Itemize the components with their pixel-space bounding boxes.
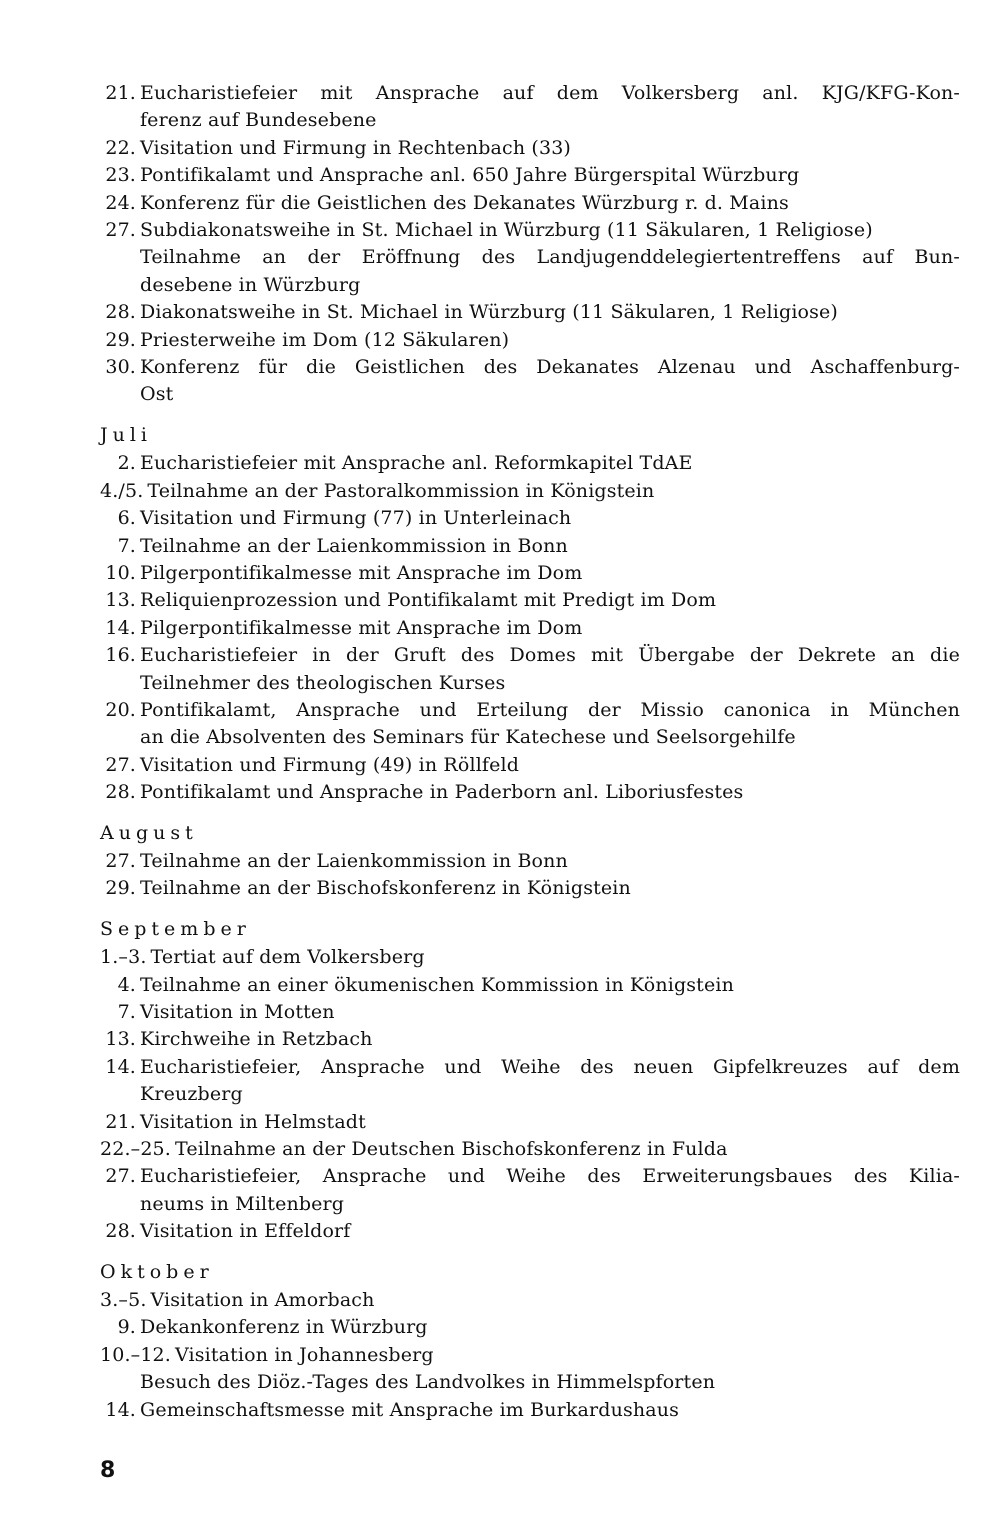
entry-line: Visitation in Motten bbox=[140, 1001, 335, 1023]
entry-text bbox=[147, 478, 960, 505]
entry-date: 29. bbox=[105, 877, 136, 900]
entry-date: 30. bbox=[105, 356, 136, 379]
entry-line: Ost bbox=[140, 383, 174, 406]
month-section bbox=[100, 820, 960, 903]
entry-line: Eucharistiefeier, Ansprache und Weihe des neuen Gipfelkreuzes auf dem bbox=[140, 1055, 960, 1078]
list-item bbox=[100, 1369, 960, 1396]
list-item bbox=[100, 1163, 960, 1218]
entry-date: 21. bbox=[105, 82, 136, 104]
entry-date: 10.–12. bbox=[100, 1343, 171, 1366]
entry-date: 14. bbox=[105, 1055, 136, 1078]
entry-line: Visitation und Firmung (77) in Unterleinach bbox=[140, 507, 572, 530]
entry-line: Visitation in Johannesberg bbox=[174, 1343, 434, 1366]
entry-line: Priesterweihe im Dom (12 Säkularen) bbox=[140, 328, 510, 351]
entry-line: Pilgerpontifikalmesse mit Ansprache im Dom bbox=[140, 561, 583, 584]
entry-line: Pontifikalamt und Ansprache in Paderborn anl. Liboriusfestes bbox=[140, 781, 744, 804]
entry-date: 2. bbox=[117, 452, 136, 475]
entry-line: Teilnahme an der Bischofskonferenz in Königstein bbox=[140, 877, 631, 900]
list-item bbox=[100, 944, 960, 971]
list-item bbox=[100, 80, 960, 135]
entry-date: 13. bbox=[105, 1028, 136, 1051]
entry-text bbox=[140, 162, 960, 189]
entry-line: Reliquienprozession und Pontifikalamt mit Predigt im Dom bbox=[140, 589, 717, 612]
entry-line: Teilnahme an der Pastoralkommission in Königstein bbox=[147, 479, 655, 502]
entry-text bbox=[140, 450, 960, 477]
entry-line: Teilnahme an der Deutschen Bischofskonferenz in Fulda bbox=[174, 1138, 728, 1161]
month-section bbox=[100, 916, 960, 1246]
list-item bbox=[100, 875, 960, 902]
entry-date: 16. bbox=[105, 644, 136, 667]
list-item bbox=[100, 533, 960, 560]
entry-text bbox=[151, 944, 960, 971]
entry-text bbox=[140, 217, 960, 299]
entry-date: 13. bbox=[105, 589, 136, 612]
list-item bbox=[100, 848, 960, 875]
month-heading: September bbox=[100, 917, 251, 940]
entry-text bbox=[140, 505, 960, 532]
list-item bbox=[100, 1218, 960, 1245]
list-item bbox=[100, 478, 960, 505]
entry-text bbox=[140, 1163, 960, 1218]
entry-date: 7. bbox=[117, 534, 136, 557]
entry-line: Teilnahme an der Eröffnung des Landjugenddelegiertentreffens auf Bun- bbox=[140, 246, 960, 269]
entry-date: 28. bbox=[105, 781, 136, 804]
list-item bbox=[100, 642, 960, 697]
entry-date: 10. bbox=[105, 561, 136, 584]
entry-text bbox=[140, 587, 960, 614]
entry-text bbox=[140, 642, 960, 697]
entry-line: Visitation und Firmung in Rechtenbach (33) bbox=[140, 136, 571, 159]
list-item bbox=[100, 999, 960, 1026]
entry-date: 24. bbox=[105, 191, 136, 214]
entry-date: 20. bbox=[105, 698, 136, 721]
entry-date: 27. bbox=[105, 1165, 136, 1188]
entry-text bbox=[140, 697, 960, 752]
entry-text bbox=[140, 615, 960, 642]
entry-line: Pontifikalamt, Ansprache und Erteilung der Missio canonica in München bbox=[140, 698, 960, 721]
entry-line: Eucharistiefeier, Ansprache und Weihe des Erweiterungsbaues des Kilia- bbox=[140, 1165, 960, 1188]
entry-text bbox=[151, 1287, 960, 1314]
list-item bbox=[100, 1109, 960, 1136]
entry-text bbox=[140, 190, 960, 217]
entry-text bbox=[140, 875, 960, 902]
list-item bbox=[100, 1342, 960, 1369]
entry-date: 29. bbox=[105, 328, 136, 351]
entry-text bbox=[140, 1054, 960, 1109]
entry-date: 7. bbox=[117, 1001, 136, 1023]
entry-line: Besuch des Diöz.-Tages des Landvolkes in Himmelspforten bbox=[140, 1371, 716, 1394]
entry-line: Eucharistiefeier mit Ansprache auf dem Volkersberg anl. KJG/KFG-Kon- bbox=[140, 82, 960, 104]
entry-date: 27. bbox=[105, 219, 136, 242]
entry-date: 4. bbox=[117, 973, 136, 996]
entry-text bbox=[140, 299, 960, 326]
entry-line: ferenz auf Bundesebene bbox=[140, 109, 377, 132]
entry-line: Dekankonferenz in Würzburg bbox=[140, 1316, 428, 1339]
entry-line: Visitation in Helmstadt bbox=[140, 1110, 366, 1133]
list-item bbox=[100, 972, 960, 999]
entry-date: 22.–25. bbox=[100, 1138, 171, 1161]
month-heading: Juli bbox=[100, 423, 153, 446]
entry-text bbox=[140, 354, 960, 409]
entry-date: 3.–5. bbox=[100, 1289, 147, 1312]
list-item bbox=[100, 1314, 960, 1341]
entry-date: 28. bbox=[105, 1220, 136, 1243]
list-item bbox=[100, 752, 960, 779]
entry-text bbox=[140, 1369, 960, 1396]
entry-line: Subdiakonatsweihe in St. Michael in Würzburg (11 Säkularen, 1 Religiose) bbox=[140, 219, 873, 242]
entry-text bbox=[140, 848, 960, 875]
entry-text bbox=[140, 1397, 960, 1424]
list-item bbox=[100, 1026, 960, 1053]
list-item bbox=[100, 190, 960, 217]
entry-line: Pilgerpontifikalmesse mit Ansprache im Dom bbox=[140, 616, 583, 639]
list-item bbox=[100, 505, 960, 532]
entry-text bbox=[140, 135, 960, 162]
entry-line: Teilnahme an einer ökumenischen Kommission in Königstein bbox=[140, 973, 734, 996]
list-item bbox=[100, 354, 960, 409]
entry-line: Kreuzberg bbox=[140, 1083, 243, 1106]
entry-text bbox=[140, 752, 960, 779]
month-section bbox=[100, 1259, 960, 1424]
list-item bbox=[100, 615, 960, 642]
entry-text bbox=[140, 999, 960, 1026]
list-item bbox=[100, 779, 960, 806]
entry-line: Teilnahme an der Laienkommission in Bonn bbox=[140, 849, 568, 872]
entry-line: Visitation in Amorbach bbox=[150, 1289, 375, 1312]
list-item bbox=[100, 1397, 960, 1424]
entry-date: 28. bbox=[105, 301, 136, 324]
list-item bbox=[100, 1136, 960, 1163]
entry-text bbox=[140, 972, 960, 999]
entry-date: 27. bbox=[105, 849, 136, 872]
entry-line: Visitation in Effeldorf bbox=[140, 1220, 351, 1243]
entry-text bbox=[175, 1342, 960, 1369]
entry-line: Teilnahme an der Laienkommission in Bonn bbox=[140, 534, 568, 557]
entry-text bbox=[140, 1314, 960, 1341]
month-section bbox=[100, 422, 960, 807]
entry-line: Gemeinschaftsmesse mit Ansprache im Burkardushaus bbox=[140, 1398, 680, 1421]
entry-date: 14. bbox=[105, 616, 136, 639]
entry-text bbox=[140, 1109, 960, 1136]
entry-line: an die Absolventen des Seminars für Katechese und Seelsorgehilfe bbox=[140, 726, 796, 749]
entry-date: 23. bbox=[105, 164, 136, 187]
entry-date: 27. bbox=[105, 753, 136, 776]
entry-line: Tertiat auf dem Volkersberg bbox=[150, 946, 425, 969]
entry-line: Pontifikalamt und Ansprache anl. 650 Jahre Bürgerspital Würzburg bbox=[140, 164, 800, 187]
list-item bbox=[100, 450, 960, 477]
entry-text bbox=[175, 1136, 960, 1163]
month-heading: August bbox=[100, 821, 198, 844]
entry-line: Diakonatsweihe in St. Michael in Würzburg (11 Säkularen, 1 Religiose) bbox=[140, 301, 838, 324]
entry-date: 9. bbox=[117, 1316, 136, 1339]
entry-line: Konferenz für die Geistlichen des Dekanates Alzenau und Aschaffenburg- bbox=[140, 356, 960, 379]
month-heading: Oktober bbox=[100, 1260, 214, 1283]
page-number: 8 bbox=[100, 1458, 116, 1483]
entry-text bbox=[140, 560, 960, 587]
list-item bbox=[100, 587, 960, 614]
list-item bbox=[100, 697, 960, 752]
entry-date: 22. bbox=[105, 136, 136, 159]
entry-line: neums in Miltenberg bbox=[140, 1192, 345, 1215]
entry-line: Eucharistiefeier mit Ansprache anl. Reformkapitel TdAE bbox=[140, 452, 693, 475]
list-item bbox=[100, 1287, 960, 1314]
entry-line: Visitation und Firmung (49) in Röllfeld bbox=[140, 753, 520, 776]
list-item bbox=[100, 299, 960, 326]
entry-text bbox=[140, 1218, 960, 1245]
entry-text bbox=[140, 533, 960, 560]
entry-line: Eucharistiefeier in der Gruft des Domes mit Übergabe der Dekrete an die bbox=[140, 644, 960, 667]
list-item bbox=[100, 162, 960, 189]
list-item bbox=[100, 327, 960, 354]
list-item bbox=[100, 135, 960, 162]
entry-date: 6. bbox=[117, 507, 136, 530]
entry-date: 21. bbox=[105, 1110, 136, 1133]
entry-line: Konferenz für die Geistlichen des Dekanates Würzburg r. d. Mains bbox=[140, 191, 789, 214]
list-item bbox=[100, 217, 960, 299]
entry-text bbox=[140, 327, 960, 354]
entry-line: Kirchweihe in Retzbach bbox=[140, 1028, 373, 1051]
entry-date: 4./5. bbox=[100, 479, 144, 502]
entry-date: 14. bbox=[105, 1398, 136, 1421]
entry-line: Teilnehmer des theologischen Kurses bbox=[140, 671, 506, 694]
entry-text bbox=[140, 1026, 960, 1053]
list-item bbox=[100, 560, 960, 587]
entry-date: 1.–3. bbox=[100, 946, 147, 969]
entry-text bbox=[140, 80, 960, 135]
list-item bbox=[100, 1054, 960, 1109]
entry-line: desebene in Würzburg bbox=[140, 273, 361, 296]
entry-text bbox=[140, 779, 960, 806]
month-section bbox=[100, 80, 960, 409]
chronicle-list bbox=[100, 80, 960, 1424]
